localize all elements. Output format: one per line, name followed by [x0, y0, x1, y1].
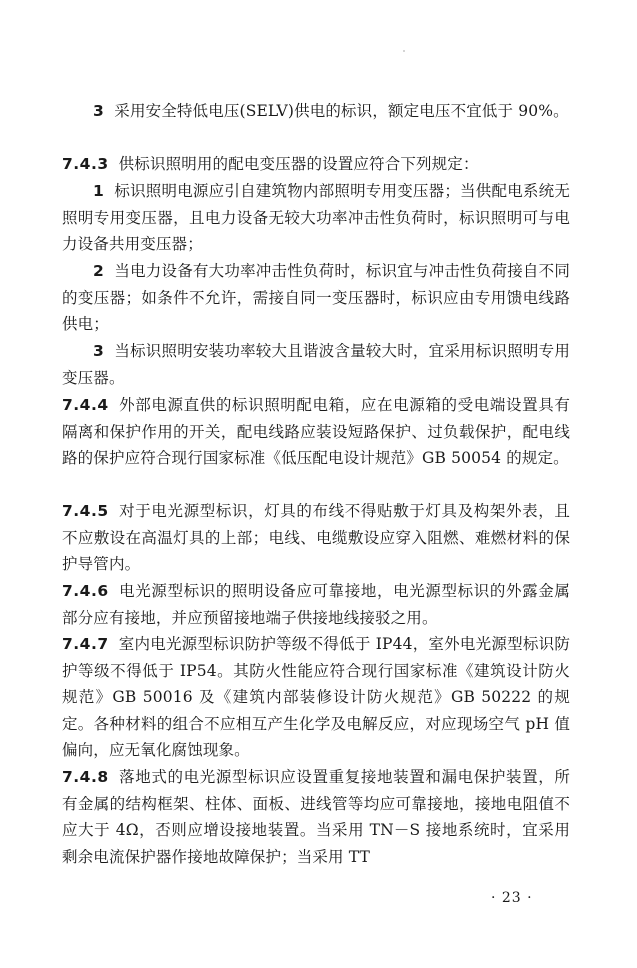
clause-number: 7.4.8	[62, 768, 109, 786]
clause-text: 供标识照明用的配电变压器的设置应符合下列规定：	[118, 155, 479, 173]
clause-7-4-6	[62, 578, 570, 631]
item-text: 当电力设备有大功率冲击性负荷时，标识宜与冲击性负荷接自不同的变压器；如条件不允许，需接自同一变压器时，标识应由专用馈电线路供电；	[62, 262, 570, 333]
clause-7-4-3	[62, 151, 570, 178]
item-number: 3	[93, 342, 105, 360]
clause-number: 7.4.5	[62, 502, 109, 520]
item-text: 标识照明电源应引自建筑物内部照明专用变压器；当供配电系统无照明专用变压器，且电力设备无较大功率冲击性负荷时，标识照明可与电力设备共用变压器；	[62, 182, 570, 253]
clause-number: 7.4.7	[62, 635, 109, 653]
clause-7-4-7	[62, 631, 570, 764]
page-number: · 23 ·	[491, 890, 533, 906]
item-text: 采用安全特低电压(SELV)供电的标识，额定电压不宜低于 90%。	[114, 102, 569, 120]
clause-number: 7.4.6	[62, 582, 109, 600]
clause-text: 室内电光源型标识防护等级不得低于 IP44，室外电光源型标识防护等级不得低于 IP54。其防火性能应符合现行国家标准《建筑设计防火规范》GB 50016 及《建筑内部装修设计防火规范》GB 50222 的规定。各种材料的组合不应相互产生化学及电解反应，对应现场空气 pH 值偏向，应无氧化腐蚀现象。	[62, 635, 570, 759]
clause-7-4-3-item-3	[62, 338, 570, 391]
item-number: 2	[93, 262, 105, 280]
scan-speck	[403, 50, 405, 52]
item-number: 1	[93, 182, 105, 200]
clause-7-4-3-item-2	[62, 258, 570, 338]
clause-text: 外部电源直供的标识照明配电箱，应在电源箱的受电端设置具有隔离和保护作用的开关，配电线路应装设短路保护、过负载保护，配电线路的保护应符合现行国家标准《低压配电设计规范》GB 50054 的规定。	[62, 396, 570, 467]
clause-7-4-8	[62, 764, 570, 870]
clause-text: 对于电光源型标识，灯具的布线不得贴敷于灯具及构架外表，且不应敷设在高温灯具的上部；电线、电缆敷设应穿入阻燃、难燃材料的保护导管内。	[62, 502, 570, 573]
item-number: 3	[93, 102, 105, 120]
item-text: 当标识照明安装功率较大且谐波含量较大时，宜采用标识照明专用变压器。	[62, 342, 570, 387]
clause-text: 落地式的电光源型标识应设置重复接地装置和漏电保护装置，所有金属的结构框架、柱体、面板、进线管等均应可靠接地，接地电阻值不应大于 4Ω，否则应增设接地装置。当采用 TN－S 接地系统时，宜采用剩余电流保护器作接地故障保护；当采用 TT	[62, 768, 570, 866]
item-3-selv	[62, 98, 570, 125]
clause-text: 电光源型标识的照明设备应可靠接地，电光源型标识的外露金属部分应有接地，并应预留接地端子供接地线接驳之用。	[62, 582, 570, 627]
clause-7-4-3-item-1	[62, 178, 570, 258]
clause-number: 7.4.4	[62, 396, 109, 414]
clause-7-4-4	[62, 392, 570, 472]
clause-number: 7.4.3	[62, 155, 109, 173]
clause-7-4-5	[62, 498, 570, 578]
